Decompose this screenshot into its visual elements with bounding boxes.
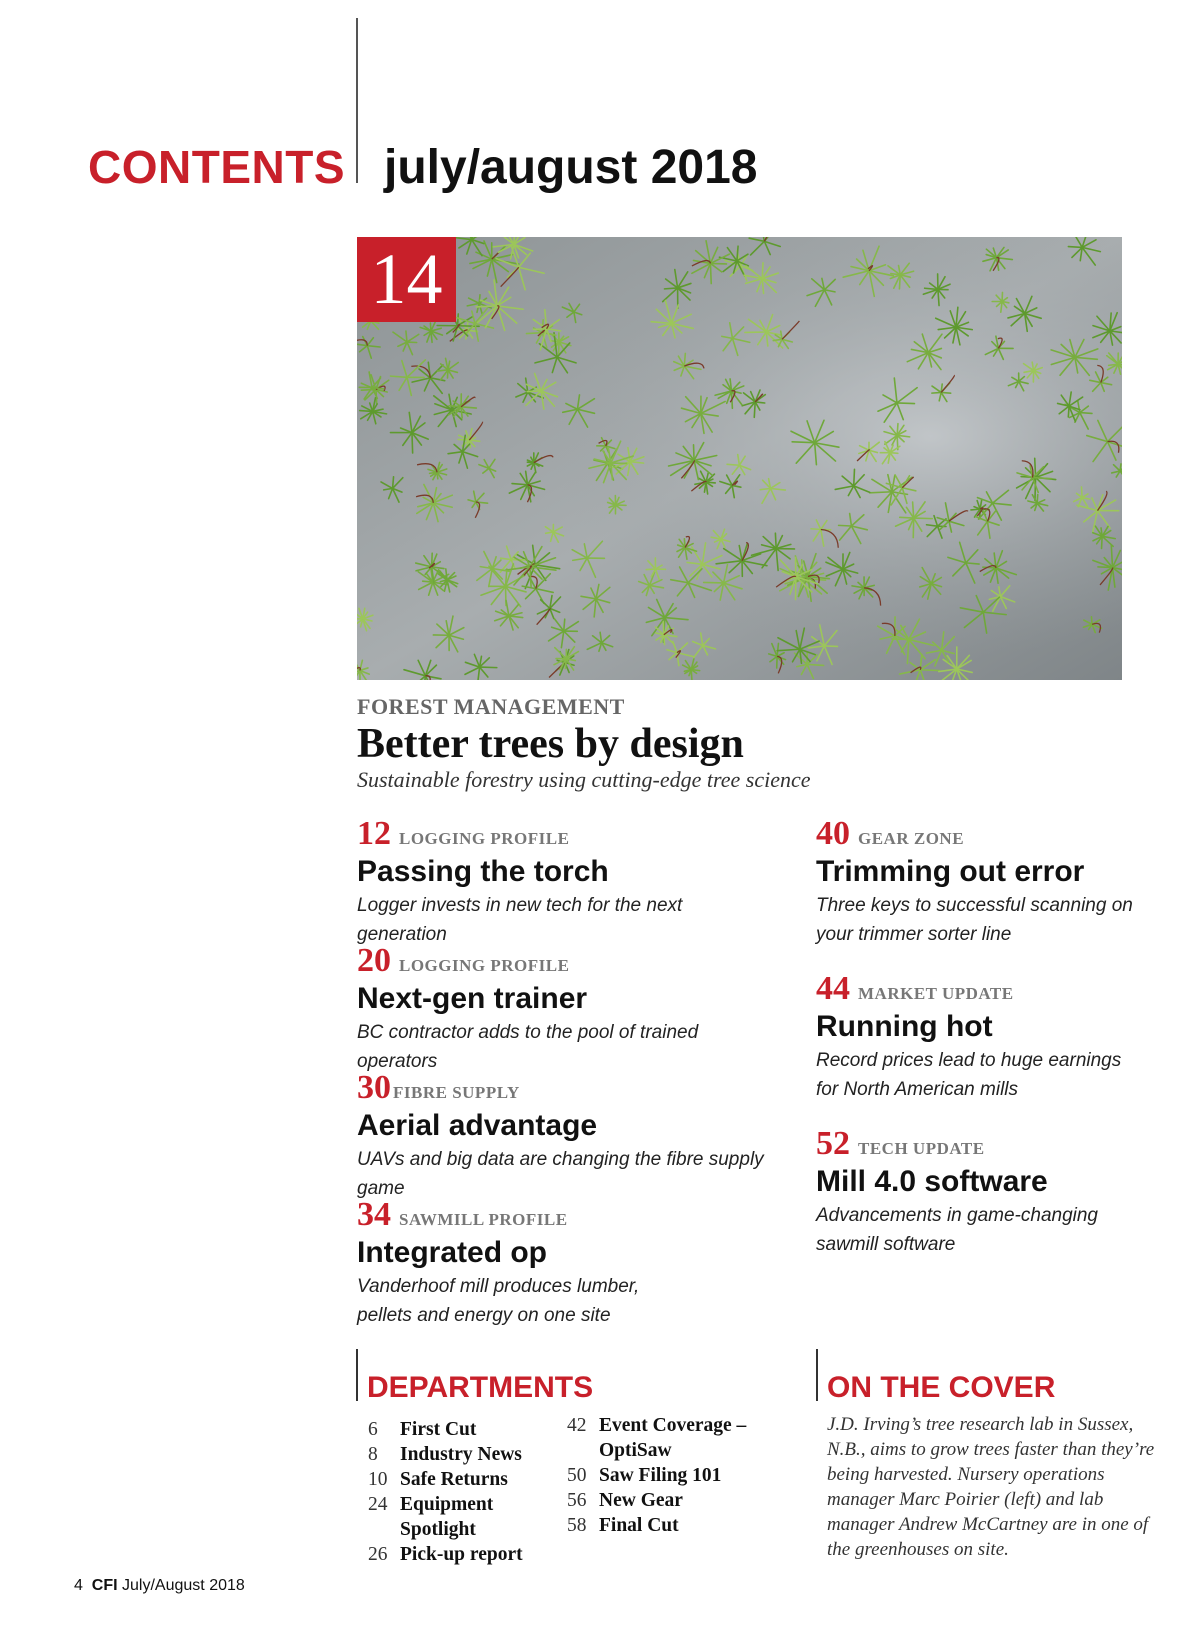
feature-photo[interactable] [357,237,1122,680]
department-item[interactable] [567,1513,767,1538]
department-title[interactable]: Industry News [400,1444,522,1465]
issue-date: july/august 2018 [384,141,758,194]
department-title[interactable]: Equipment Spotlight [400,1494,494,1540]
story-deck: Advancements in game-changing sawmill software [816,1205,1099,1255]
department-item[interactable] [368,1492,558,1542]
department-title[interactable]: Pick-up report [400,1544,523,1565]
department-title[interactable]: First Cut [400,1419,477,1440]
department-page: 42 [567,1415,587,1436]
department-page: 50 [567,1465,587,1486]
story-item[interactable] [357,1069,777,1203]
department-item[interactable] [368,1442,558,1467]
story-section: LOGGING PROFILE [399,956,570,975]
department-page: 6 [368,1419,378,1440]
story-title[interactable]: Next-gen trainer [357,982,588,1015]
story-item[interactable] [816,970,1126,1104]
department-item[interactable] [567,1463,767,1488]
department-item[interactable] [368,1417,558,1442]
story-deck: Logger invests in new tech for the next generation [357,895,683,945]
cover-description: J.D. Irving’s tree research lab in Sussex, N.B., aims to grow trees faster than they’re being harvested. Nursery operations manager Marc Poirier (left) and lab manager Andrew McCartney are in one of the greenhouses on site. [827,1414,1155,1560]
story-page: 52 [816,1125,850,1162]
department-page: 10 [368,1469,388,1490]
department-title[interactable]: Saw Filing 101 [599,1465,722,1486]
story-page: 44 [816,970,850,1007]
feature-deck: Sustainable forestry using cutting-edge tree science [357,767,811,792]
story-title[interactable]: Mill 4.0 software [816,1165,1048,1198]
header-divider [356,18,358,183]
departments-col-1 [368,1417,558,1567]
cover-title: ON THE COVER [827,1371,1056,1404]
story-section: FIBRE SUPPLY [393,1083,520,1102]
department-item[interactable] [368,1542,558,1567]
footer-issue: July/August 2018 [122,1577,245,1594]
story-title[interactable]: Running hot [816,1010,993,1043]
contents-label: CONTENTS [88,141,345,193]
department-page: 8 [368,1444,378,1465]
departments-col-2 [567,1413,767,1538]
department-page: 26 [368,1544,388,1565]
department-title[interactable]: Final Cut [599,1515,679,1536]
story-section: LOGGING PROFILE [399,829,570,848]
story-section: MARKET UPDATE [858,984,1014,1003]
story-deck: Three keys to successful scanning on your trimmer sorter line [816,895,1133,945]
department-page: 58 [567,1515,587,1536]
departments-title: DEPARTMENTS [367,1371,594,1404]
story-item[interactable] [816,815,1136,949]
story-deck: Record prices lead to huge earnings for North American mills [816,1050,1122,1100]
cover-bar [816,1349,818,1401]
story-section: SAWMILL PROFILE [399,1210,568,1229]
story-page: 20 [357,942,391,979]
story-page: 34 [357,1196,391,1233]
feature-headline[interactable]: Better trees by design [357,721,744,767]
story-deck: BC contractor adds to the pool of trained operators [357,1022,699,1072]
department-page: 24 [368,1494,388,1515]
story-deck: Vanderhoof mill produces lumber, pellets and energy on one site [357,1276,640,1326]
department-page: 56 [567,1490,587,1511]
department-title[interactable]: Event Coverage – OptiSaw [599,1415,747,1461]
department-title[interactable]: New Gear [599,1490,683,1511]
story-item[interactable] [357,1196,677,1330]
story-section: GEAR ZONE [858,829,965,848]
page-footer [74,1577,245,1595]
department-item[interactable] [567,1488,767,1513]
story-title[interactable]: Passing the torch [357,855,609,888]
feature-section: FOREST MANAGEMENT [357,694,625,719]
feature-page-badge: 14 [357,237,456,322]
footer-magazine: CFI [91,1577,118,1594]
footer-page-number: 4 [74,1577,83,1594]
story-item[interactable] [357,942,777,1076]
story-deck: UAVs and big data are changing the fibre supply game [357,1149,764,1199]
seedlings-image [357,237,1122,680]
story-title[interactable]: Aerial advantage [357,1109,598,1142]
story-section: TECH UPDATE [858,1139,985,1158]
department-item[interactable] [567,1413,767,1463]
story-page: 40 [816,815,850,852]
story-page: 12 [357,815,391,852]
department-item[interactable] [368,1467,558,1492]
story-title[interactable]: Integrated op [357,1236,548,1269]
story-page: 30 [357,1069,391,1106]
department-title[interactable]: Safe Returns [400,1469,508,1490]
story-item[interactable] [357,815,777,949]
departments-bar [356,1349,358,1401]
story-item[interactable] [816,1125,1106,1259]
story-title[interactable]: Trimming out error [816,855,1085,888]
